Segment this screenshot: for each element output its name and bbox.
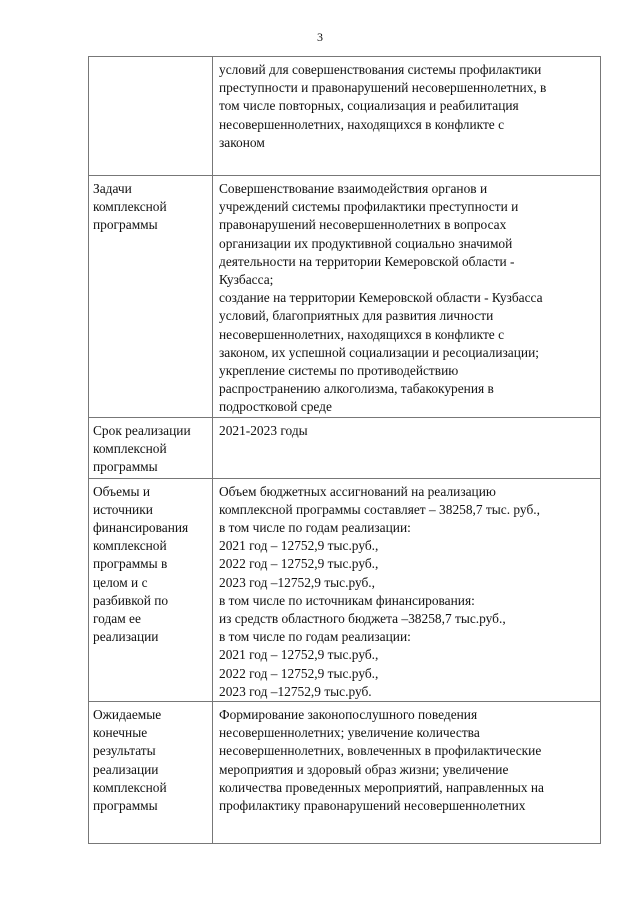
row-content-line: законом, их успешной социализации и ресоциализации; (219, 344, 539, 360)
table-row (89, 417, 601, 478)
row-label-cell (89, 57, 213, 176)
row-label-line: финансирования (93, 520, 189, 536)
row-content-line: 2021-2023 годы (219, 422, 308, 438)
row-label-line: целом и с (93, 574, 148, 590)
row-label-line: программы (93, 459, 158, 475)
row-label-line: реализации (93, 629, 159, 645)
row-content-cell (213, 57, 601, 176)
row-content-line: из средств областного бюджета –38258,7 тыс.руб., (219, 611, 506, 627)
row-label-line: программы (93, 798, 158, 814)
row-content-line: подростковой среде (219, 399, 332, 415)
row-content-line: несовершеннолетних; увеличение количества (219, 725, 480, 741)
row-label-cell (89, 478, 213, 701)
row-content-line: Объем бюджетных ассигнований на реализацию (219, 483, 496, 499)
row-content-line: учреждений системы профилактики преступности и (219, 199, 519, 215)
row-label-line: комплексной (93, 440, 167, 456)
table-row (89, 176, 601, 418)
row-content-line: распространению алкоголизма, табакокурения в (219, 381, 494, 397)
row-label-cell (89, 417, 213, 478)
row-label-line: комплексной (93, 538, 167, 554)
row-content-cell (213, 702, 601, 844)
row-content-line: укрепление системы по противодействию (219, 363, 459, 379)
row-label-line: реализации (93, 761, 159, 777)
row-content-cell (213, 176, 601, 418)
row-content-line: несовершеннолетних, вовлеченных в профилактические (219, 743, 542, 759)
row-content-line: несовершеннолетних, находящихся в конфликте с (219, 116, 505, 132)
row-content-cell (213, 478, 601, 701)
row-content-line: том числе повторных, социализация и реабилитация (219, 98, 519, 114)
row-content-cell (213, 417, 601, 478)
row-content-line: условий, благоприятных для развития личности (219, 308, 494, 324)
row-content-line: несовершеннолетних, находящихся в конфликте с (219, 326, 505, 342)
row-label-cell (89, 176, 213, 418)
row-content-line: комплексной программы составляет – 38258,7 тыс. руб., (219, 501, 540, 517)
row-label-line: разбивкой по (93, 592, 169, 608)
row-label-line: Срок реализации (93, 422, 191, 438)
row-content-line: мероприятия и здоровый образ жизни; увеличение (219, 761, 509, 777)
row-content-line: создание на территории Кемеровской области - Кузбасса (219, 290, 543, 306)
row-content-line: деятельности на территории Кемеровской области - (219, 253, 515, 269)
row-content-line: Формирование законопослушного поведения (219, 707, 478, 723)
row-content-line: количества проведенных мероприятий, направленных на (219, 779, 544, 795)
row-content-line: 2023 год –12752,9 тыс.руб., (219, 574, 376, 590)
row-content-line: преступности и правонарушений несовершеннолетних, в (219, 80, 547, 96)
row-content-line: 2022 год – 12752,9 тыс.руб., (219, 556, 379, 572)
table-row (89, 478, 601, 701)
row-label-line: комплексной (93, 199, 167, 215)
row-content-line: 2021 год – 12752,9 тыс.руб., (219, 538, 379, 554)
row-content-line: условий для совершенствования системы профилактики (219, 62, 542, 77)
row-label-line: комплексной (93, 779, 167, 795)
row-content-line: 2023 год –12752,9 тыс.руб. (219, 683, 372, 699)
row-content-line: в том числе по источникам финансирования: (219, 592, 475, 608)
row-content-line: 2021 год – 12752,9 тыс.руб., (219, 647, 379, 663)
row-label-line: Объемы и (93, 483, 151, 499)
row-label-line: конечные (93, 725, 148, 741)
row-content-line: Совершенствование взаимодействия органов и (219, 181, 488, 196)
row-label-line: программы в (93, 556, 168, 572)
table-row (89, 702, 601, 844)
row-label-line: годам ее (93, 611, 141, 627)
row-content-line: организации их продуктивной социально значимой (219, 235, 513, 251)
row-label-cell (89, 702, 213, 844)
row-label-line: программы (93, 217, 158, 233)
row-content-line: в том числе по годам реализации: (219, 629, 411, 645)
row-content-line: правонарушений несовершеннолетних в вопросах (219, 217, 507, 233)
row-content-line: законом (219, 134, 265, 150)
row-content-line: в том числе по годам реализации: (219, 520, 411, 536)
row-content-line: 2022 год – 12752,9 тыс.руб., (219, 665, 379, 681)
row-content-line: профилактику правонарушений несовершеннолетних (219, 798, 526, 814)
row-label-line: Задачи (93, 181, 132, 196)
passport-table-body (89, 57, 601, 844)
row-label-line: источники (93, 501, 153, 517)
row-label-line: Ожидаемые (93, 707, 162, 723)
row-content-line: Кузбасса; (219, 272, 274, 288)
passport-table (88, 56, 601, 844)
row-label-line: результаты (93, 743, 156, 759)
page-number: 3 (317, 30, 323, 44)
table-row (89, 57, 601, 176)
